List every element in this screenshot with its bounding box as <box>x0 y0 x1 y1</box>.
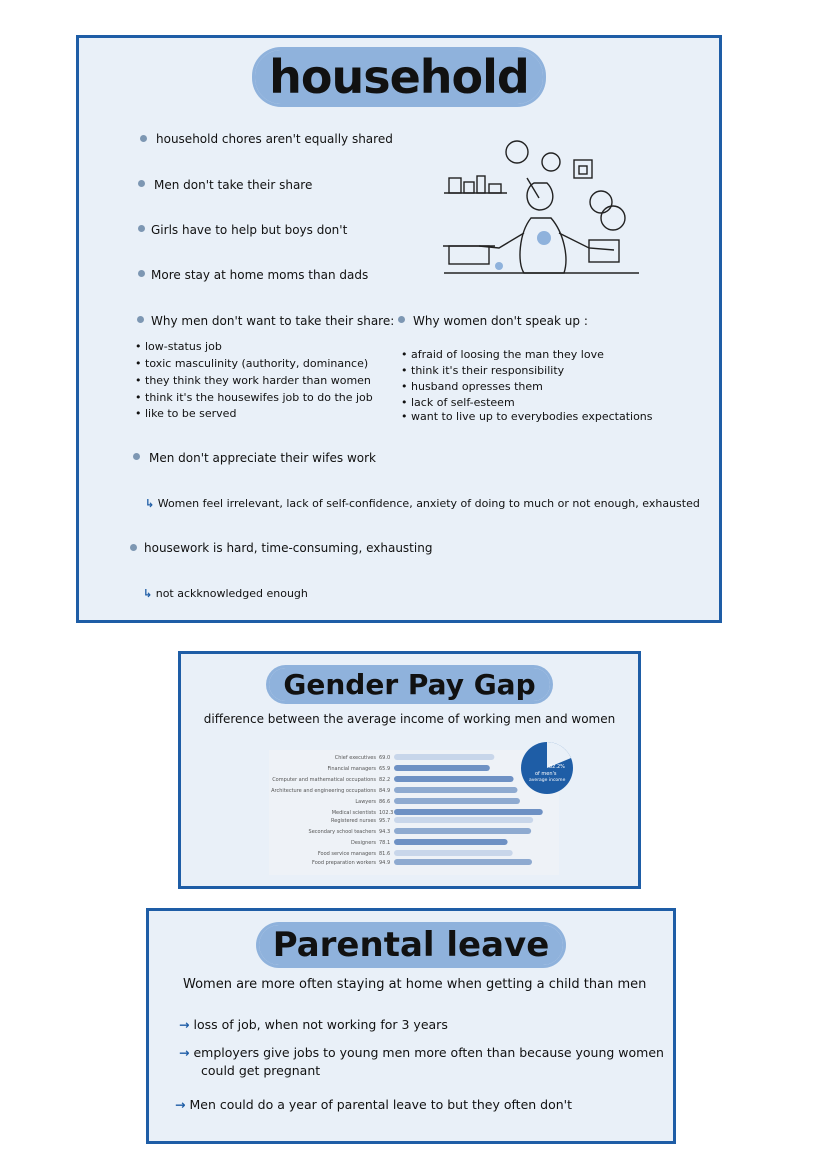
chart-category-label: Lawyers <box>355 799 376 805</box>
bullet-girls: Girls have to help but boys don't <box>151 223 348 237</box>
chart-value-label: 78.1 <box>379 840 391 846</box>
bullet-dot <box>398 316 405 323</box>
chart-category-label: Food service managers <box>317 851 376 857</box>
bullet-chores: household chores aren't equally shared <box>156 132 393 146</box>
men-heading: Why men don't want to take their share: <box>151 314 395 328</box>
parental-point-cont: could get pregnant <box>201 1063 321 1078</box>
parental-point: → Men could do a year of parental leave to but they often don't <box>175 1097 572 1112</box>
men-reason: • toxic masculinity (authority, dominance) <box>135 357 369 370</box>
bullet-dot <box>140 135 147 142</box>
chart-category-label: Computer and mathematical occupations <box>272 777 376 783</box>
bullet-moms: More stay at home moms than dads <box>151 268 369 282</box>
chart-value-label: 102.3 <box>379 810 394 816</box>
chart-value-label: 86.6 <box>379 799 391 805</box>
svg-text:82.2%: 82.2% <box>549 764 565 770</box>
appreciate-sub: ↳ Women feel irrelevant, lack of self-confidence, anxiety of doing to much or not enough, exhausted <box>145 497 700 510</box>
chart-category-label: Designers <box>351 840 376 846</box>
women-reason: • husband opresses them <box>401 380 543 393</box>
chart-bar <box>394 787 517 793</box>
men-reason: • they think they work harder than women <box>135 374 371 387</box>
svg-text:average income: average income <box>529 778 566 783</box>
household-title: household <box>79 50 719 104</box>
parental-point: → loss of job, when not working for 3 years <box>179 1017 448 1032</box>
chart-bar <box>394 798 520 804</box>
women-reason: • lack of self-esteem <box>401 396 515 409</box>
chart-bar <box>394 859 532 865</box>
bullet-dot <box>138 180 145 187</box>
chart-category-label: Medical scientists <box>331 810 376 816</box>
parental-intro: Women are more often staying at home when getting a child than men <box>183 977 647 992</box>
bullet-dot <box>138 225 145 232</box>
chart-bar <box>394 754 494 760</box>
bullet-dot <box>133 453 140 460</box>
chart-value-label: 65.9 <box>379 766 391 772</box>
chart-category-label: Chief executives <box>334 755 376 761</box>
chart-value-label: 94.3 <box>379 829 391 835</box>
chart-value-label: 81.6 <box>379 851 391 857</box>
pay-gap-card <box>178 651 641 889</box>
women-reason: • afraid of loosing the man they love <box>401 348 604 361</box>
appreciate-bullet: Men don't appreciate their wifes work <box>149 451 377 465</box>
chart-category-label: Food preparation workers <box>312 860 376 866</box>
chart-bar <box>394 776 514 782</box>
men-reason: • like to be served <box>135 407 237 420</box>
women-heading: Why women don't speak up : <box>413 314 588 328</box>
chart-value-label: 94.9 <box>379 860 391 866</box>
parental-point: → employers give jobs to young men more often than because young women <box>179 1045 664 1060</box>
housework-sub: ↳ not ackknowledged enough <box>143 587 308 600</box>
chart-category-label: Architecture and engineering occupations <box>271 788 376 794</box>
chart-value-label: 84.9 <box>379 788 391 794</box>
bullet-men-share: Men don't take their share <box>154 178 313 192</box>
household-card <box>76 35 722 623</box>
multitasking-woman-illustration <box>439 138 649 288</box>
chart-bar <box>394 850 513 856</box>
pay-gap-subtitle: difference between the average income of working men and women <box>203 712 616 726</box>
chart-bar <box>394 817 533 823</box>
svg-text:of men's: of men's <box>535 771 557 777</box>
bullet-dot <box>137 316 144 323</box>
women-reason: • want to live up to everybodies expectations <box>401 410 653 423</box>
bullet-dot <box>130 544 137 551</box>
parental-leave-card <box>146 908 676 1144</box>
parental-leave-title: Parental leave <box>149 925 673 965</box>
chart-bar <box>394 765 490 771</box>
pay-gap-title: Gender Pay Gap <box>181 668 638 701</box>
pay-gap-pie-chart <box>519 740 575 796</box>
chart-category-label: Financial managers <box>327 766 376 772</box>
chart-bar <box>394 809 543 815</box>
men-reason: • low-status job <box>135 340 222 353</box>
bullet-dot <box>138 270 145 277</box>
housework-bullet: housework is hard, time-consuming, exhausting <box>144 541 433 555</box>
women-reason: • think it's their responsibility <box>401 364 565 377</box>
chart-bar <box>394 839 508 845</box>
chart-value-label: 82.2 <box>379 777 391 783</box>
chart-category-label: Registered nurses <box>331 818 376 824</box>
pay-gap-chart <box>269 750 559 875</box>
chart-value-label: 69.0 <box>379 755 391 761</box>
chart-bar <box>394 828 531 834</box>
chart-value-label: 95.7 <box>379 818 391 824</box>
chart-category-label: Secondary school teachers <box>308 829 376 835</box>
men-reason: • think it's the housewifes job to do the job <box>135 391 373 404</box>
